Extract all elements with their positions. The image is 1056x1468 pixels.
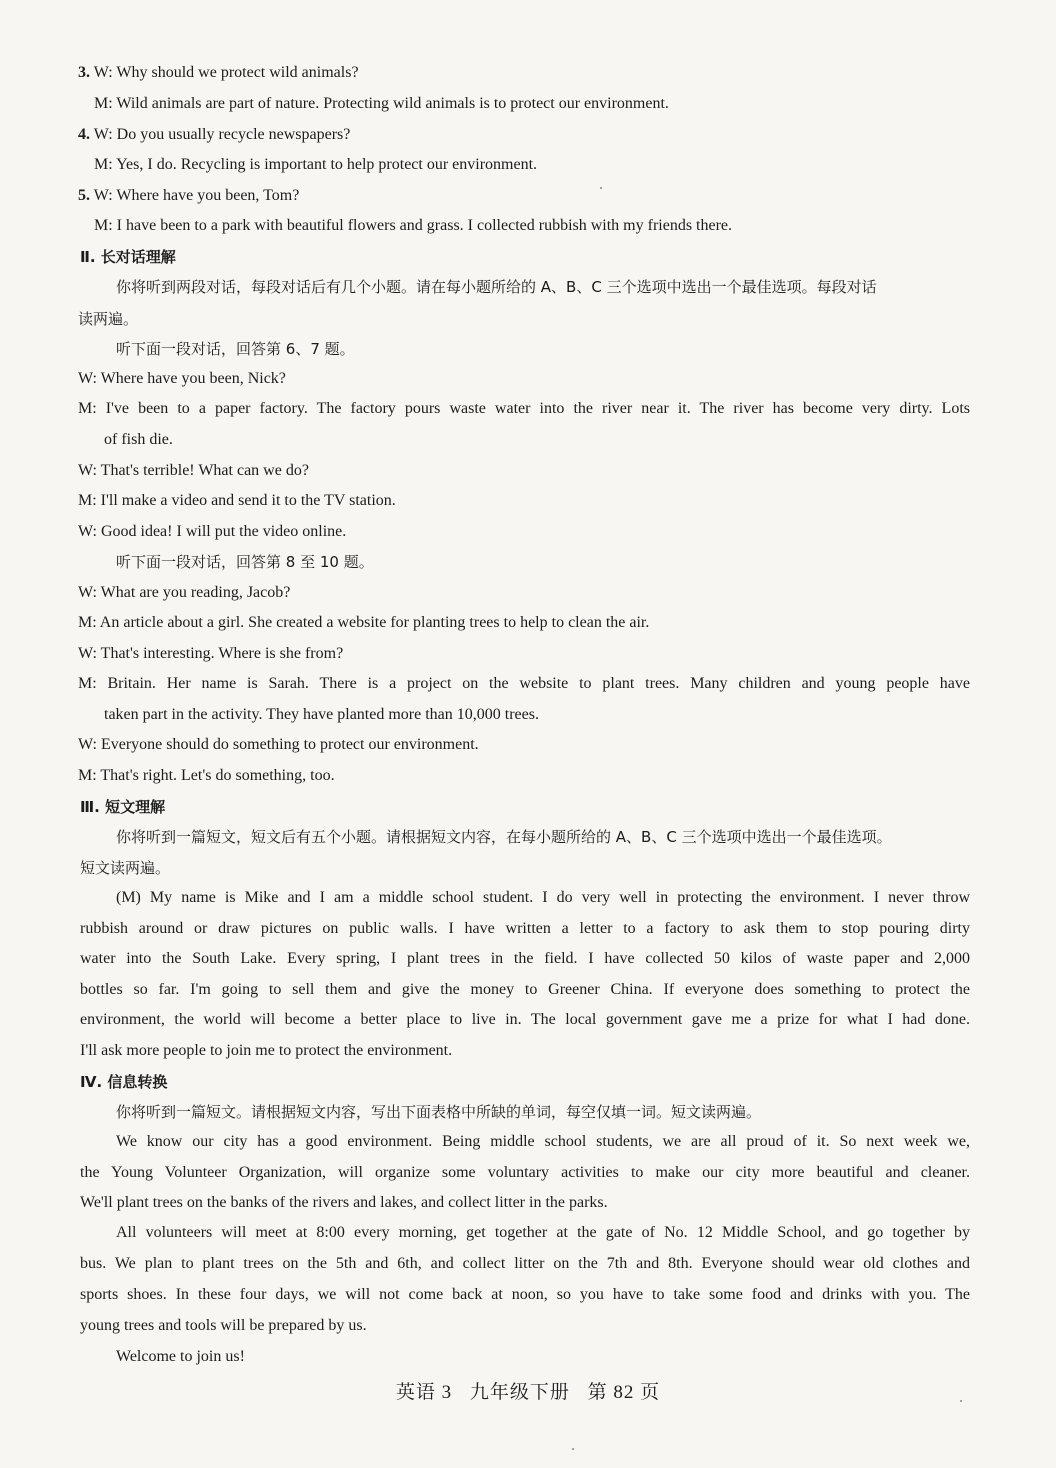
section-4-heading: Ⅳ. 信息转换 [80, 1073, 168, 1091]
dialogue-b-line: taken part in the activity. They have planted more than 10,000 trees. [104, 706, 539, 723]
section-4-intro: 你将听到一篇短文。请根据短文内容，写出下面表格中所缺的单词，每空仅填一词。短文读两遍。 [116, 1103, 762, 1121]
info-passage-line: bus. We plan to plant trees on the 5th and 6th, and collect litter on the 7th and 8th. Everyone should wear old clothes and [80, 1255, 970, 1272]
info-passage-line: We'll plant trees on the banks of the rivers and lakes, and collect litter in the parks. [80, 1194, 608, 1211]
dialogue-b-line: M: An article about a girl. She created a website for planting trees to help to clean the air. [78, 614, 650, 631]
passage-line: water into the South Lake. Every spring, I plant trees in the field. I have collected 50 kilos of waste paper and 2,000 [80, 950, 970, 967]
dialogue-4-m: M: Yes, I do. Recycling is important to help protect our environment. [94, 156, 538, 173]
footer-subject: 英语 3 [395, 1382, 453, 1403]
dialogue-5-w [78, 185, 299, 207]
section-3-intro-line2: 短文读两遍。 [80, 859, 171, 877]
passage-line: (M) My name is Mike and I am a middle school student. I do very well in protecting the environment. I never throw [116, 889, 970, 906]
info-passage-line: the Young Volunteer Organization, will organize some voluntary activities to make our city more beautiful and cleaner. [80, 1164, 970, 1181]
passage-line: I'll ask more people to join me to protect the environment. [80, 1042, 453, 1059]
closing-line: Welcome to join us! [116, 1348, 245, 1365]
dialogue-5-m: M: I have been to a park with beautiful flowers and grass. I collected rubbish with my friends there. [94, 217, 733, 234]
passage-line: environment, the world will become a better place to live in. The local government gave me a prize for what I had done. [80, 1011, 970, 1028]
dialogue-b-line: W: Everyone should do something to protect our environment. [78, 736, 479, 753]
scan-speck [960, 1400, 962, 1402]
dialogue-b-line: M: Britain. Her name is Sarah. There is a project on the website to plant trees. Many children and young people have [78, 675, 970, 692]
scan-speck [572, 1448, 574, 1450]
info-passage-line: We know our city has a good environment. Being middle school students, we are all proud of it. So next week we, [116, 1133, 970, 1150]
dialogue-4-w [78, 124, 350, 146]
dialogue-3-w [78, 62, 359, 84]
dialogue-5-w-text: W: Where have you been, Tom? [93, 187, 300, 204]
dialogue-3-w-text: W: Why should we protect wild animals? [93, 64, 359, 81]
dialogue-a-line: M: I've been to a paper factory. The factory pours waste water into the river near it. The river has become very dirty. Lots [78, 400, 970, 417]
passage-line: rubbish around or draw pictures on public walls. I have written a letter to a factory to ask them to stop pouring dirty [80, 920, 970, 937]
passage-line: bottles so far. I'm going to sell them and give the money to Greener China. If everyone does something to protect the [80, 981, 970, 998]
dialogue-8-10-label: 听下面一段对话，回答第 8 至 10 题。 [116, 553, 374, 571]
dialogue-b-line: W: What are you reading, Jacob? [78, 584, 291, 601]
dialogue-3-m: M: Wild animals are part of nature. Protecting wild animals is to protect our environment. [94, 95, 669, 112]
section-2-intro-line1: 你将听到两段对话，每段对话后有几个小题。请在每小题所给的 A、B、C 三个选项中选出一个最佳选项。每段对话 [116, 278, 877, 296]
dialogue-4-number: 4. [78, 126, 90, 143]
section-2-heading: Ⅱ. 长对话理解 [80, 248, 176, 266]
footer-page-number: 第 82 页 [587, 1382, 661, 1403]
info-passage-line: young trees and tools will be prepared by us. [80, 1317, 367, 1334]
info-passage-line: All volunteers will meet at 8:00 every morning, get together at the gate of No. 12 Middle School, and go together by [116, 1224, 970, 1241]
dialogue-3-number: 3. [78, 64, 90, 81]
dialogue-a-line: of fish die. [104, 431, 173, 448]
scan-speck [600, 187, 602, 189]
dialogue-b-line: M: That's right. Let's do something, too. [78, 767, 335, 784]
dialogue-5-number: 5. [78, 187, 90, 204]
dialogue-b-line: W: That's interesting. Where is she from? [78, 645, 344, 662]
section-3-intro-line1: 你将听到一篇短文，短文后有五个小题。请根据短文内容，在每小题所给的 A、B、C 三个选项中选出一个最佳选项。 [116, 828, 892, 846]
section-3-heading: Ⅲ. 短文理解 [80, 798, 166, 816]
dialogue-4-w-text: W: Do you usually recycle newspapers? [93, 126, 351, 143]
dialogue-a-line: W: That's terrible! What can we do? [78, 462, 309, 479]
info-passage-line: sports shoes. In these four days, we will not come back at noon, so you have to take some food and drinks with you. The [80, 1286, 970, 1303]
dialogue-a-line: W: Where have you been, Nick? [78, 370, 286, 387]
page-footer [0, 1377, 1056, 1404]
dialogue-a-line: M: I'll make a video and send it to the TV station. [78, 492, 396, 509]
section-2-intro-line2: 读两遍。 [78, 310, 139, 328]
footer-grade: 九年级下册 [469, 1382, 570, 1403]
dialogue-a-line: W: Good idea! I will put the video online. [78, 523, 347, 540]
dialogue-6-7-label: 听下面一段对话，回答第 6、7 题。 [116, 340, 355, 358]
